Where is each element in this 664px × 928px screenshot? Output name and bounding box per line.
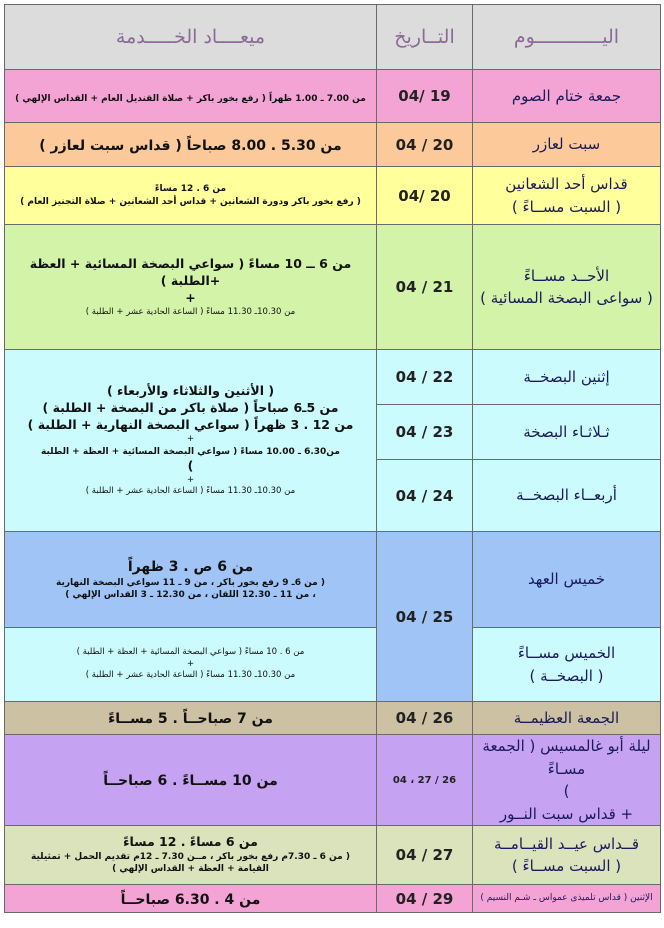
- table-row: [5, 532, 661, 628]
- schedule-table: [4, 4, 661, 913]
- date-cell: 27 / 04: [377, 826, 473, 885]
- service-cell: من 5.30 . 8.00 صباحاً ( قداس سبت لعازر ): [5, 123, 377, 167]
- day-cell: خميس العهد: [473, 532, 661, 628]
- service-cell: من 6 . 10 مساءً ( سواعي البصخة المسائية + العظة + الطلبة ) + من 10.30ـ 11.30 مساءً ( الساعة الحادية عشر + الطلبة ): [5, 628, 377, 702]
- service-cell: من 6 . 12 مساءً ( رفع بخور باكر ودورة الشعانين + قداس أحد الشعانين + صلاة التجنيز العام ): [5, 167, 377, 225]
- day-cell: الإثنين ( قداس تلميذى عمواس ـ شـم النسيم ): [473, 885, 661, 913]
- date-cell: 29 / 04: [377, 885, 473, 913]
- header-service: ميعــــاد الخـــــدمة: [5, 5, 377, 70]
- date-cell: 26 / 27 ، 04: [377, 735, 473, 826]
- day-cell: ليلة أبو غالمسيس ( الجمعة مسـاءً ) + قداس سبت النــور: [473, 735, 661, 826]
- table-row: [5, 123, 661, 167]
- date-cell: 25 / 04: [377, 532, 473, 702]
- header-day: اليــــــــــــوم: [473, 5, 661, 70]
- date-cell: 20 /04: [377, 167, 473, 225]
- service-cell: من 7 صباحــاً . 5 مســاءً: [5, 702, 377, 735]
- date-cell: 24 / 04: [377, 460, 473, 532]
- day-cell: جمعة ختام الصوم: [473, 70, 661, 123]
- header-date: التــاريخ: [377, 5, 473, 70]
- service-cell: من 10 مســاءً . 6 صباحــاً: [5, 735, 377, 826]
- day-cell: الخميس مســاءً ( البصخــة ): [473, 628, 661, 702]
- date-cell: 26 / 04: [377, 702, 473, 735]
- service-cell: من 7.00 ـ 1.00 ظهراً ( رفع بخور باكر + صلاة القنديل العام + القداس الإلهي ): [5, 70, 377, 123]
- service-cell: من 4 . 6.30 صباحــاً: [5, 885, 377, 913]
- service-cell: من 6 ص . 3 ظهراً ( من 6ـ 9 رفع بخور باكر ، من 9 ـ 11 سواعي البصخة النهارية ، من 11 ـ 12.30 اللقان ، من 12.30 ـ 3 القداس الإلهي ): [5, 532, 377, 628]
- day-cell: الجمعة العظيمــة: [473, 702, 661, 735]
- date-cell: 22 / 04: [377, 350, 473, 405]
- date-cell: 23 / 04: [377, 405, 473, 460]
- service-cell: من 6 مساءً . 12 مساءً ( من 6 ـ 7.30م رفع بخور باكر ، مــن 7.30 ـ 12م تقديم الحمل + تمثيلية القيامة + العظة + القداس الإلهي ): [5, 826, 377, 885]
- day-cell: قداس أحد الشعانين ( السبت مســاءً ): [473, 167, 661, 225]
- date-cell: 20 / 04: [377, 123, 473, 167]
- day-cell: إثنين البصخــة: [473, 350, 661, 405]
- table-row: [5, 702, 661, 735]
- day-cell: ثـلاثـاء البصخة: [473, 405, 661, 460]
- table-row: [5, 885, 661, 913]
- table-row: [5, 826, 661, 885]
- header-row: [5, 5, 661, 70]
- day-cell: قــداس عيــد القيــامــة ( السبت مســاءً ): [473, 826, 661, 885]
- day-cell: الأحــد مســاءً ( سواعى البصخة المسائية ): [473, 225, 661, 350]
- day-cell: أربعــاء البصخــة: [473, 460, 661, 532]
- table-row: [5, 350, 661, 405]
- table-row: [5, 628, 661, 702]
- table-row: [5, 225, 661, 350]
- table-row: [5, 735, 661, 826]
- date-cell: 21 / 04: [377, 225, 473, 350]
- service-cell: من 6 ــ 10 مساءً ( سواعي البصخة المسائية + العظة +الطلبة ) + من 10.30ـ 11.30 مساءً ( الساعة الحادية عشر + الطلبة ): [5, 225, 377, 350]
- service-cell-passion-week: ( الأثنين والثلاثاء والأربعاء ) من 5ـ6 صباحاً ( صلاة باكر من البصخة + الطلبة ) من 12 . 3 ظهراً ( سواعي البصخة النهارية + الطلبة ) + من6.30 ـ 10.00 مساءً ( سواعي البصخة المسائية + العظة + الطلبة ) + من 10.30ـ 11.30 مساءً ( الساعة الحادية عشر + الطلبة ): [5, 350, 377, 532]
- table-row: [5, 70, 661, 123]
- table-row: [5, 167, 661, 225]
- day-cell: سبت لعازر: [473, 123, 661, 167]
- date-cell: 19 /04: [377, 70, 473, 123]
